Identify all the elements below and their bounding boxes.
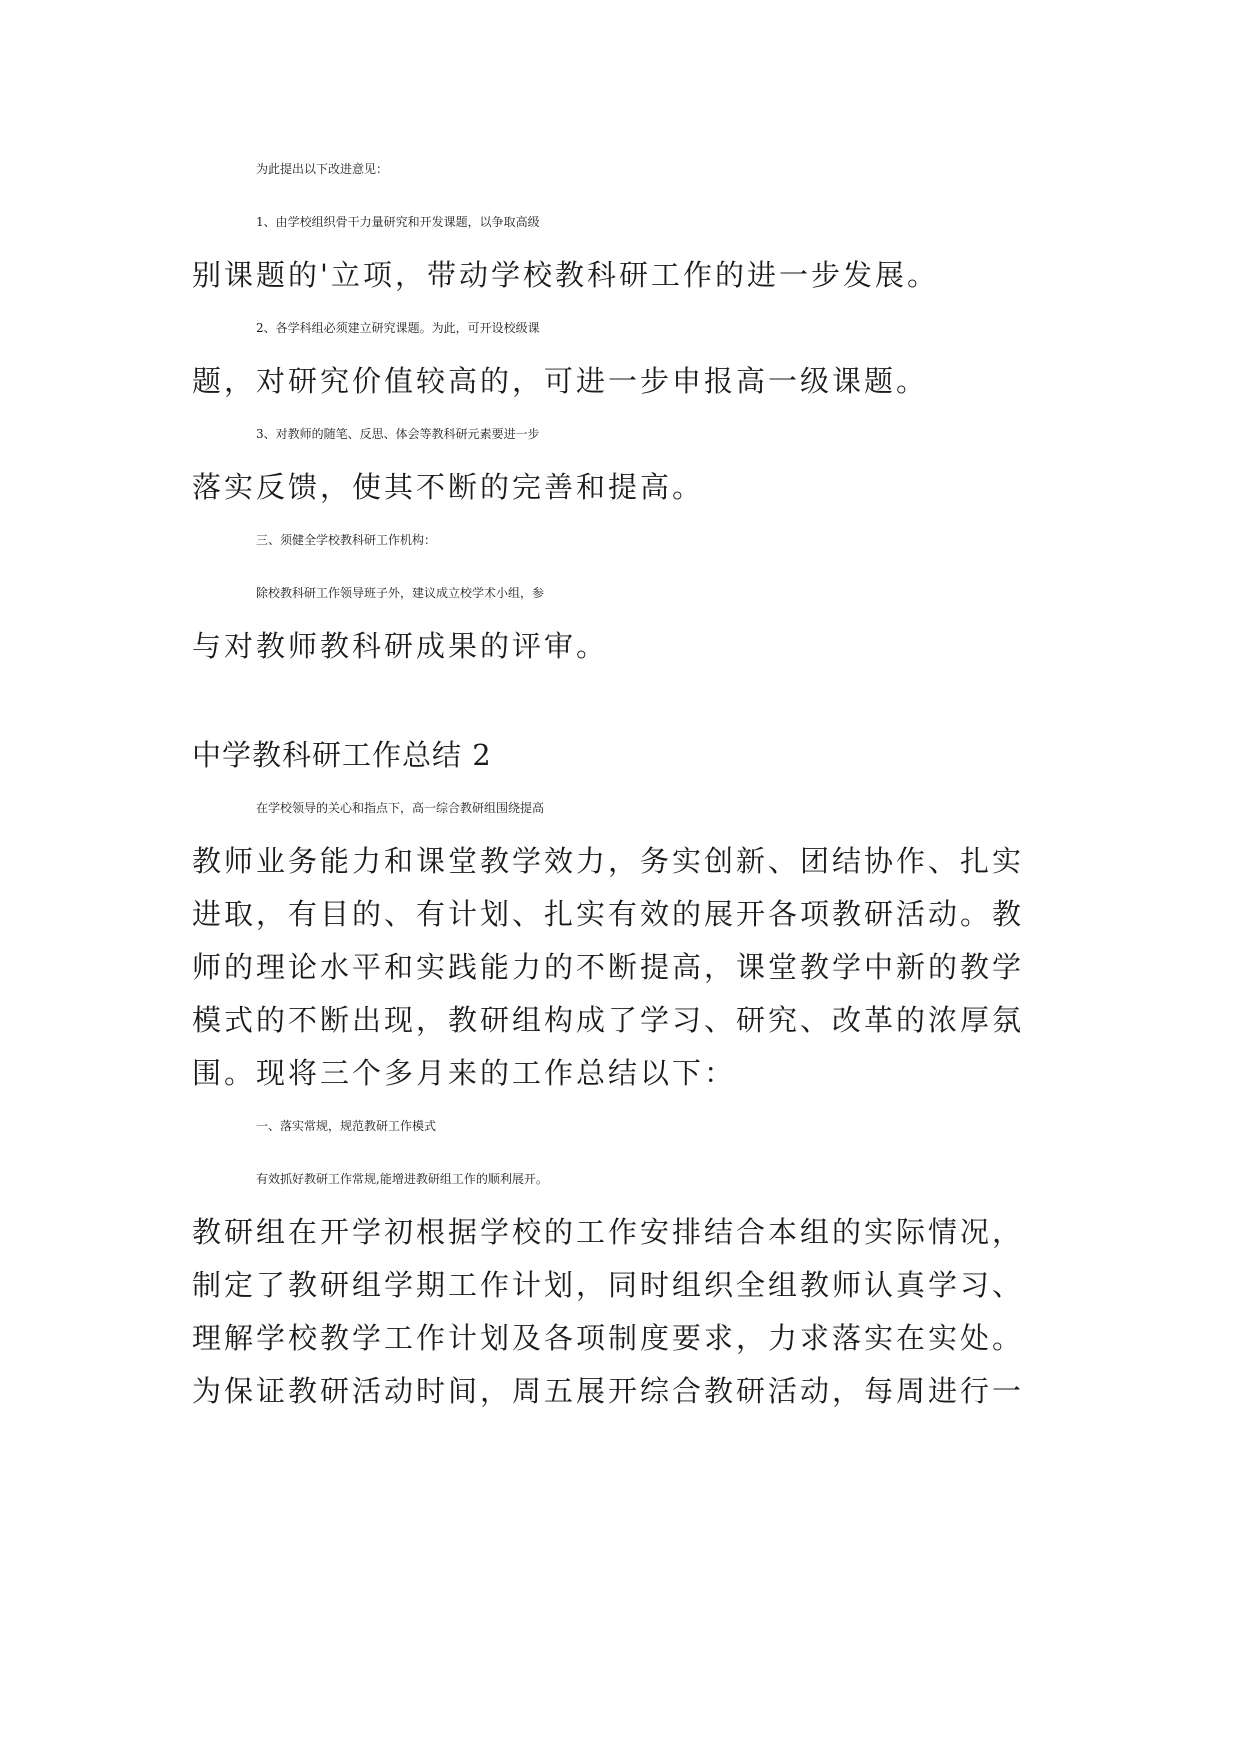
text-line: 3、对教师的随笔、反思、体会等教科研元素要进一步 [256, 427, 540, 441]
text-line: 除校教科研工作领导班子外，建议成立校学术小组，参 [256, 586, 545, 600]
text-line: 1、由学校组织骨干力量研究和开发课题，以争取高级 [256, 215, 540, 229]
text-line: 围。现将三个多月来的工作总结以下： [192, 1056, 737, 1090]
text-line: 一、落实常规，规范教研工作模式 [256, 1119, 437, 1133]
text-line: 理解学校教学工作计划及各项制度要求，力求落实在实处。 [192, 1321, 1025, 1355]
text-line: 教研组在开学初根据学校的工作安排结合本组的实际情况， [192, 1215, 1025, 1249]
text-line: 落实反馈，使其不断的完善和提高。 [192, 470, 705, 504]
text-line: 与对教师教科研成果的评审。 [192, 629, 609, 663]
text-line: 别课题的'立项，带动学校教科研工作的进一步发展。 [192, 258, 939, 292]
section-title: 中学教科研工作总结 2 [192, 738, 492, 772]
text-line: 进取，有目的、有计划、扎实有效的展开各项教研活动。教 [192, 897, 1025, 931]
text-line: 题，对研究价值较高的，可进一步申报高一级课题。 [192, 364, 929, 398]
text-line: 教师业务能力和课堂教学效力，务实创新、团结协作、扎实 [192, 844, 1025, 878]
text-line: 制定了教研组学期工作计划，同时组织全组教师认真学习、 [192, 1268, 1025, 1302]
text-line: 为此提出以下改进意见： [256, 162, 389, 176]
text-line: 有效抓好教研工作常规,能增进教研组工作的顺利展开。 [256, 1172, 548, 1186]
text-line: 2、各学科组必须建立研究课题。为此，可开设校级课 [256, 321, 540, 335]
text-line: 三、须健全学校教科研工作机构： [256, 533, 437, 547]
text-line: 师的理论水平和实践能力的不断提高，课堂教学中新的教学 [192, 950, 1025, 984]
text-line: 模式的不断出现，教研组构成了学习、研究、改革的浓厚氛 [192, 1003, 1025, 1037]
text-line: 为保证教研活动时间，周五展开综合教研活动，每周进行一 [192, 1374, 1025, 1408]
text-line: 在学校领导的关心和指点下，高一综合教研组围绕提高 [256, 801, 545, 815]
